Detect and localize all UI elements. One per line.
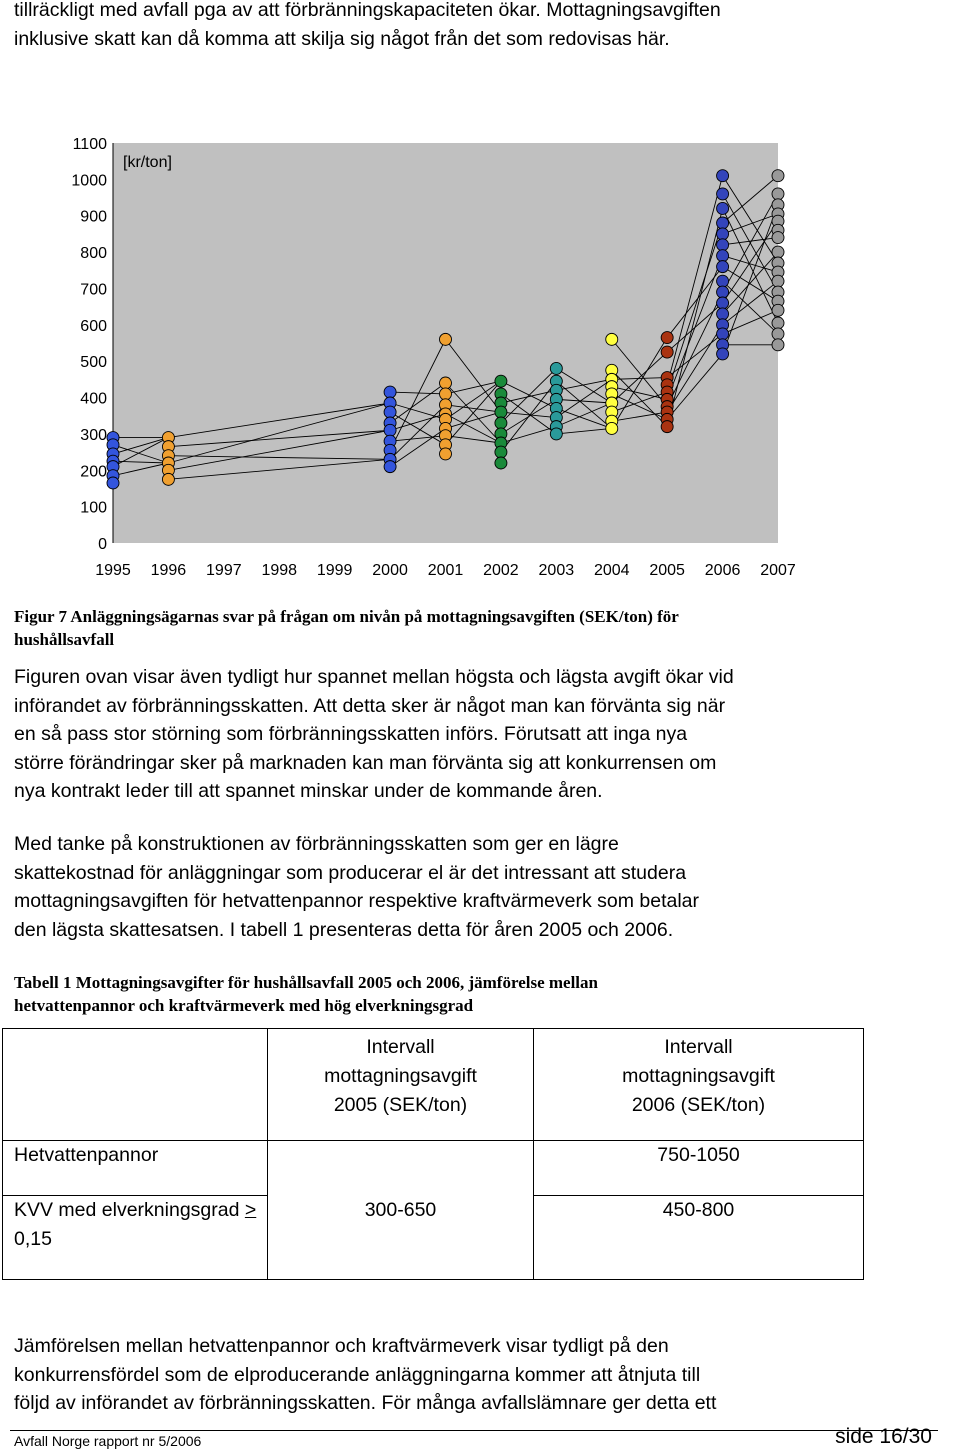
paragraph-2: Med tanke på konstruktionen av förbränningsskatten som ger en lägre skattekostnad för anläggningar som producerar el är det intressant att studera mottagningsavgiften för hetvattenpannor respektive kraftvärmeverk som betalar den lägsta skattesatsen. I tabell 1 presenteras detta för åren 2005 och 2006.: [14, 833, 700, 941]
data-point: [384, 424, 396, 436]
x-tick-label: 2001: [427, 562, 464, 579]
data-point: [384, 406, 396, 418]
data-point: [440, 377, 452, 389]
x-tick-label: 1998: [261, 562, 298, 579]
y-tick-label: 500: [80, 354, 107, 372]
x-tick-label: 2003: [538, 562, 575, 579]
footer-report-name: Avfall Norge rapport nr 5/2006: [14, 1433, 202, 1449]
data-point: [717, 228, 729, 240]
data-point: [717, 250, 729, 262]
data-point: [162, 473, 174, 485]
data-point: [772, 246, 784, 258]
x-tick-label: 1999: [316, 562, 353, 579]
table-row: [3, 1141, 864, 1196]
x-tick-label: 2000: [372, 562, 408, 579]
x-tick-label: 2004: [593, 562, 630, 579]
data-point: [495, 375, 507, 387]
data-point: [772, 188, 784, 200]
data-point: [384, 386, 396, 398]
header-empty-cell: [3, 1029, 268, 1141]
fee-chart: [0, 125, 830, 585]
data-point: [107, 477, 119, 489]
data-point: [661, 421, 673, 433]
data-point: [661, 346, 673, 358]
data-point: [772, 317, 784, 329]
paragraph-3: Jämförelsen mellan hetvattenpannor och kraftvärmeverk visar tydligt på den konkurrensfördel som de elproducerande anläggningarna kommer att åtnjuta till följd av införandet av förbränningsskatten. För många avfallslämnare ger detta ett: [14, 1335, 717, 1414]
table-caption: Tabell 1 Mottagningsavgifter för hushållsavfall 2005 och 2006, jämförelse mellan hetvattenpannor och kraftvärmeverk med hög elverkningsgrad: [14, 973, 598, 1015]
y-tick-label: 200: [80, 463, 107, 481]
y-tick-label: 700: [80, 281, 107, 299]
y-tick-label: 900: [80, 208, 107, 226]
y-tick-label: 400: [80, 390, 107, 408]
row2-2006-value: 450-800: [534, 1196, 864, 1280]
data-point: [550, 428, 562, 440]
y-tick-label: 0: [98, 536, 107, 553]
data-point: [606, 333, 618, 345]
fee-table: [2, 1028, 864, 1280]
x-tick-label: 1996: [150, 562, 187, 579]
data-point: [772, 232, 784, 244]
data-point: [495, 446, 507, 458]
row-label-hetvattenpannor: Hetvattenpannor: [3, 1141, 268, 1196]
data-point: [717, 261, 729, 273]
data-point: [772, 275, 784, 287]
figure-caption: Figur 7 Anläggningsägarnas svar på frågan om nivån på mottagningsavgiften (SEK/ton) för hushållsavfall: [14, 607, 679, 649]
data-point: [440, 333, 452, 345]
data-point: [495, 406, 507, 418]
intro-paragraph: tillräckligt med avfall pga av att förbränningskapaciteten ökar. Mottagningsavgiften inklusive skatt kan då komma att skilja sig något från det som redovisas här.: [14, 0, 721, 50]
header-2006: Intervall mottagningsavgift 2006 (SEK/ton): [534, 1029, 864, 1141]
row1-2006-value: 750-1050: [534, 1141, 864, 1196]
x-tick-label: 1995: [95, 562, 131, 579]
header-2005: Intervall mottagningsavgift 2005 (SEK/ton): [268, 1029, 534, 1141]
data-point: [717, 275, 729, 287]
footer-page-number: side 16/30: [835, 1425, 932, 1448]
x-tick-label: 2002: [483, 562, 519, 579]
data-point: [440, 448, 452, 460]
data-point: [717, 308, 729, 320]
y-tick-label: 1000: [71, 172, 107, 190]
data-point: [717, 217, 729, 229]
data-point: [440, 388, 452, 400]
x-tick-label: 2007: [760, 562, 796, 579]
data-point: [717, 286, 729, 298]
x-tick-label: 1997: [206, 562, 242, 579]
paragraph-1: Figuren ovan visar även tydligt hur spannet mellan högsta och lägsta avgift ökar vid införandet av förbränningsskatten. Att detta sker är något man kan förvänta sig när en så pass stor störning som förbränningsskatten införs. Förutsatt att inga nya större förändringar sker på marknaden kan man förvänta sig att konkurrensen om nya kontrakt leder till att spannet minskar under de kommande åren.: [14, 666, 734, 802]
table-header-row: [3, 1029, 864, 1141]
data-point: [717, 188, 729, 200]
data-point: [495, 457, 507, 469]
data-point: [661, 332, 673, 344]
data-point: [772, 339, 784, 351]
y-tick-label: 300: [80, 426, 107, 444]
y-tick-label: 100: [80, 499, 107, 517]
footer-rule: [10, 1430, 938, 1431]
x-tick-label: 2005: [649, 562, 685, 579]
merged-2005-value: 300-650: [268, 1141, 534, 1280]
data-point: [384, 461, 396, 473]
x-tick-label: 2006: [704, 562, 741, 579]
data-point: [717, 170, 729, 182]
data-point: [717, 202, 729, 214]
y-tick-label: 800: [80, 245, 107, 263]
data-point: [495, 417, 507, 429]
y-tick-label: 1100: [72, 136, 107, 153]
data-point: [606, 422, 618, 434]
data-point: [772, 304, 784, 316]
data-point: [772, 328, 784, 340]
data-point: [772, 170, 784, 182]
row-label-kvv: KVV med elverkningsgrad > 0,15: [3, 1196, 268, 1280]
y-tick-label: 600: [80, 317, 107, 335]
data-point: [717, 239, 729, 251]
data-point: [717, 297, 729, 309]
y-axis-label: [kr/ton]: [123, 154, 172, 171]
data-point: [550, 362, 562, 374]
data-point: [717, 348, 729, 360]
data-point: [717, 328, 729, 340]
